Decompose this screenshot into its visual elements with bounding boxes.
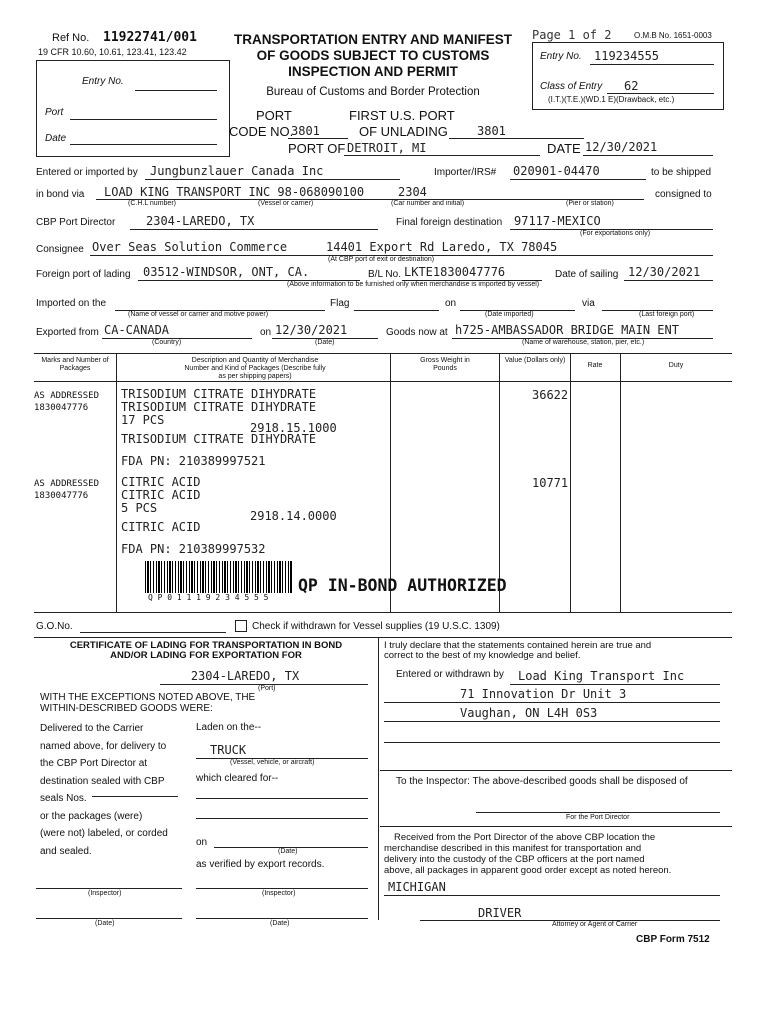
item-1-fda: FDA PN: 210389997521 — [121, 454, 266, 468]
address-line-3 — [384, 742, 720, 743]
inspector-date-line-2 — [196, 918, 368, 919]
inspector-date-caption-2: (Date) — [270, 920, 290, 927]
foreign-port-label: Foreign port of lading — [36, 269, 131, 280]
box-date-line — [70, 144, 217, 145]
port-of-line — [344, 155, 540, 156]
box-entry-line — [135, 90, 217, 91]
table-divider-weight — [499, 353, 500, 612]
inspector-line-2 — [196, 888, 368, 889]
port-director-label: CBP Port Director — [36, 217, 116, 228]
class-line — [607, 93, 714, 94]
sailing-date-label: Date of sailing — [555, 269, 619, 280]
omb-number: O.M.B No. 1651-0003 — [634, 31, 712, 40]
port-code-label-2: CODE NO. — [229, 124, 294, 139]
barcode-text: Q P 0 1 1 1 9 2 3 4 5 5 5 — [148, 593, 269, 602]
date-caption: (Date) — [315, 339, 335, 346]
to-be-shipped-label: to be shipped — [651, 167, 712, 178]
withdrawn-by-value: Load King Transport Inc — [518, 669, 685, 683]
inspector-caption-1: (Inspector) — [88, 890, 122, 897]
col-header-duty: Duty — [668, 362, 684, 369]
bl-no-label: B/L No. — [368, 269, 401, 280]
address-line-1 — [384, 702, 720, 703]
entered-by-label: Entered or imported by — [36, 167, 138, 178]
item-2-fda: FDA PN: 210389997532 — [121, 542, 266, 556]
item-2-description-2: CITRIC ACID — [121, 520, 201, 534]
page-number: Page 1 of 2 — [532, 28, 612, 42]
importer-label: Importer/IRS# — [434, 167, 497, 178]
bond-via-value: LOAD KING TRANSPORT INC 98-068090100 — [104, 185, 365, 199]
port-of-value: DETROIT, MI — [347, 141, 427, 155]
entry-no-label: Entry No. — [540, 51, 582, 62]
sailing-date-value: 12/30/2021 — [628, 265, 701, 279]
michigan-line — [384, 895, 720, 896]
flag-label: Flag — [330, 298, 350, 309]
entered-by-line — [145, 179, 400, 180]
vehicle-caption: (Vessel, vehicle, or aircraft) — [230, 759, 315, 766]
driver-value: DRIVER — [478, 906, 522, 920]
in-bond-stamp: QP IN-BOND AUTHORIZED — [298, 576, 507, 595]
consignee-address: 14401 Export Rd Laredo, TX 78045 — [326, 240, 558, 254]
goods-now-label: Goods now at — [386, 327, 448, 338]
importer-value: 020901-04470 — [513, 164, 600, 178]
final-destination-label: Final foreign destination — [396, 217, 503, 228]
exported-on-value: 12/30/2021 — [275, 323, 348, 337]
port-director-sign-line — [476, 812, 720, 813]
item-2-value: 10771 — [532, 476, 569, 490]
item-1-description-2: TRISODIUM CITRATE DIHYDRATE — [121, 432, 317, 446]
date-label: DATE — [547, 141, 581, 156]
table-top-border — [34, 353, 732, 354]
foreign-port-value: 03512-WINDSOR, ONT, CA. — [143, 265, 310, 279]
cfr-reference: 19 CFR 10.60, 10.61, 123.41, 123.42 — [38, 47, 187, 57]
item-1-description: TRISODIUM CITRATE DIHYDRATE TRISODIUM CITRATE DIHYDRATE 17 PCS — [121, 387, 317, 427]
carrier-address-2: Vaughan, ON L4H 0S3 — [460, 706, 598, 720]
col-header-description: Description and Quantity of Merchandise Number and Kind of Packages (Describe fully as per shipping papers) — [184, 357, 326, 380]
received-section-border — [380, 826, 732, 827]
warehouse-caption: (Name of warehouse, station, pier, etc.) — [522, 339, 645, 346]
cert-top-border — [34, 637, 732, 638]
exceptions-text: WITH THE EXCEPTIONS NOTED ABOVE, THE WITHIN-DESCRIBED GOODS WERE: — [40, 692, 256, 714]
sailing-date-line — [624, 280, 713, 281]
barcode-image — [145, 561, 293, 593]
address-line-2 — [384, 721, 720, 722]
consignee-label: Consignee — [36, 244, 84, 255]
exported-from-label: Exported from — [36, 327, 99, 338]
entry-no-line — [590, 64, 714, 65]
laden-label: Laden on the-- — [196, 722, 262, 733]
exportations-caption: (For exportations only) — [580, 230, 651, 237]
item-1-marks: AS ADDRESSED 1830047776 — [34, 391, 100, 413]
laden-value: TRUCK — [210, 743, 247, 757]
carrier-address-1: 71 Innovation Dr Unit 3 — [460, 687, 627, 701]
delivery-text: Delivered to the Carrier named above, for delivery to the CBP Port Director at destination sealed with CBP seals Nos. or the packages (were) (were not) labeled, or corded and sealed. — [40, 723, 168, 857]
pier-station-caption: (Pier or station) — [566, 200, 614, 207]
box-port-label: Port — [45, 107, 64, 118]
class-note: (I.T.)(T.E.)(WD.1 E)(Drawback, etc.) — [548, 95, 675, 104]
col-header-value: Value (Dollars only) — [504, 357, 566, 364]
withdrawn-by-label: Entered or withdrawn by — [396, 669, 504, 680]
bond-car-value: 2304 — [398, 185, 427, 199]
port-code-line — [288, 138, 348, 139]
entry-no-value: 119234555 — [594, 49, 660, 63]
table-header-border — [34, 381, 732, 382]
bureau-name: Bureau of Customs and Border Protection — [266, 86, 480, 98]
col-header-marks: Marks and Number of Packages — [41, 357, 109, 372]
cleared-label: which cleared for-- — [196, 773, 279, 784]
exported-on-label: on — [260, 327, 272, 338]
imported-date-on-label: on — [445, 298, 457, 309]
first-port-label-2: OF UNLADING — [359, 124, 448, 139]
first-port-line — [449, 138, 584, 139]
class-label: Class of Entry — [540, 81, 603, 92]
car-number-caption: (Car number and initial) — [391, 200, 465, 207]
inspector-date-line-1 — [36, 918, 182, 919]
item-1-tariff-code: 2918.15.1000 — [250, 421, 337, 435]
vessel-supplies-checkbox[interactable] — [235, 620, 247, 632]
item-2-marks: AS ADDRESSED 1830047776 — [34, 479, 100, 501]
vessel-supplies-label: Check if withdrawn for Vessel supplies (19 U.S.C. 1309) — [252, 621, 500, 632]
table-divider-value — [570, 353, 571, 612]
above-info-caption: (Above information to be furnished only when merchandise is imported by vessel) — [287, 281, 540, 288]
last-port-caption: (Last foreign port) — [639, 311, 695, 318]
goods-now-value: h725-AMBASSADOR BRIDGE MAIN ENT — [455, 323, 679, 337]
seals-line — [92, 796, 178, 797]
form-number: CBP Form 7512 — [636, 934, 710, 945]
flag-line — [354, 310, 439, 311]
port-code-value: 3801 — [291, 124, 320, 138]
ref-no-label: Ref No. — [52, 32, 90, 44]
received-text: Received from the Port Director of the above CBP location the merchandise described in this manifest for transportation and delivery into the custody of the CBP officers at the port named above, all packages in apparent good order except as noted hereon. — [384, 832, 672, 876]
col-header-weight: Gross Weight in Pounds — [420, 357, 470, 372]
gono-line — [80, 632, 226, 633]
port-director-value: 2304-LAREDO, TX — [146, 214, 255, 228]
inspector-line-1 — [36, 888, 182, 889]
final-destination-value: 97117-MEXICO — [514, 214, 601, 228]
cert-port-value: 2304-LAREDO, TX — [190, 669, 300, 683]
item-2-tariff-code: 2918.14.0000 — [250, 509, 337, 523]
cleared-line-2 — [196, 818, 368, 819]
gono-label: G.O.No. — [36, 621, 73, 632]
certificate-title: CERTIFICATE OF LADING FOR TRANSPORTATION IN BOND AND/OR LADING FOR EXPORTATION FOR — [69, 640, 343, 661]
cert-port-caption: (Port) — [258, 685, 276, 692]
box-entry-label: Entry No. — [82, 76, 124, 87]
date-imported-caption: (Date imported) — [485, 311, 534, 318]
table-divider-rate — [620, 353, 621, 612]
ref-no: 11922741/001 — [103, 30, 197, 45]
importer-line — [510, 179, 646, 180]
chl-number-caption: (C.H.L number) — [128, 200, 176, 207]
bond-via-line — [96, 199, 644, 200]
box-date-label: Date — [45, 133, 67, 144]
vessel-motive-caption: (Name of vessel or carrier and motive power) — [128, 311, 269, 318]
item-2-description: CITRIC ACID CITRIC ACID 5 PCS — [121, 475, 201, 515]
consignee-value: Over Seas Solution Commerce — [92, 240, 288, 254]
first-port-label-1: FIRST U.S. PORT — [349, 108, 455, 123]
inspector-caption-2: (Inspector) — [262, 890, 296, 897]
inspector-date-caption-1: (Date) — [95, 920, 115, 927]
declaration-text: I truly declare that the statements contained herein are true and correct to the best of my knowledge and belief. — [384, 640, 652, 661]
vessel-carrier-caption: (Vessel or carrier) — [258, 200, 314, 207]
port-director-line — [130, 229, 378, 230]
bond-via-label: in bond via — [36, 189, 85, 200]
port-code-label-1: PORT — [256, 108, 292, 123]
cert-center-divider — [378, 637, 379, 920]
table-divider-desc — [390, 353, 391, 612]
class-value: 62 — [624, 79, 639, 93]
form-title: TRANSPORTATION ENTRY AND MANIFEST OF GOODS SUBJECT TO CUSTOMS INSPECTION AND PERMIT — [234, 32, 512, 79]
consigned-to-label: consigned to — [655, 189, 712, 200]
withdrawn-by-line — [510, 684, 720, 685]
cleared-date-caption: (Date) — [278, 848, 298, 855]
entered-by-value: Jungbunzlauer Canada Inc — [150, 164, 324, 178]
inspector-section-border — [380, 770, 732, 771]
inspector-note: To the Inspector: The above-described goods shall be disposed of — [396, 776, 688, 787]
exported-from-value: CA-CANADA — [104, 323, 170, 337]
cbp-port-caption: (At CBP port of exit or destination) — [328, 256, 435, 263]
item-1-value: 36622 — [532, 388, 569, 402]
date-value: 12/30/2021 — [585, 140, 658, 154]
table-bottom-border — [34, 612, 732, 613]
date-line — [583, 155, 713, 156]
table-divider-marks — [116, 353, 117, 612]
michigan-value: MICHIGAN — [388, 880, 446, 894]
cleared-on-label: on — [196, 837, 208, 848]
cleared-line-1 — [196, 798, 368, 799]
imported-on-label: Imported on the — [36, 298, 107, 309]
box-port-line — [70, 119, 217, 120]
port-director-caption: For the Port Director — [566, 814, 630, 821]
via-label: via — [582, 298, 595, 309]
country-caption: (Country) — [152, 339, 182, 346]
port-of-label: PORT OF — [288, 141, 346, 156]
bl-no-value: LKTE1830047776 — [404, 265, 506, 279]
verified-text: as verified by export records. — [196, 859, 325, 870]
col-header-rate: Rate — [587, 362, 603, 369]
attorney-caption: Attorney or Agent of Carrier — [552, 921, 638, 928]
first-port-value: 3801 — [477, 124, 506, 138]
